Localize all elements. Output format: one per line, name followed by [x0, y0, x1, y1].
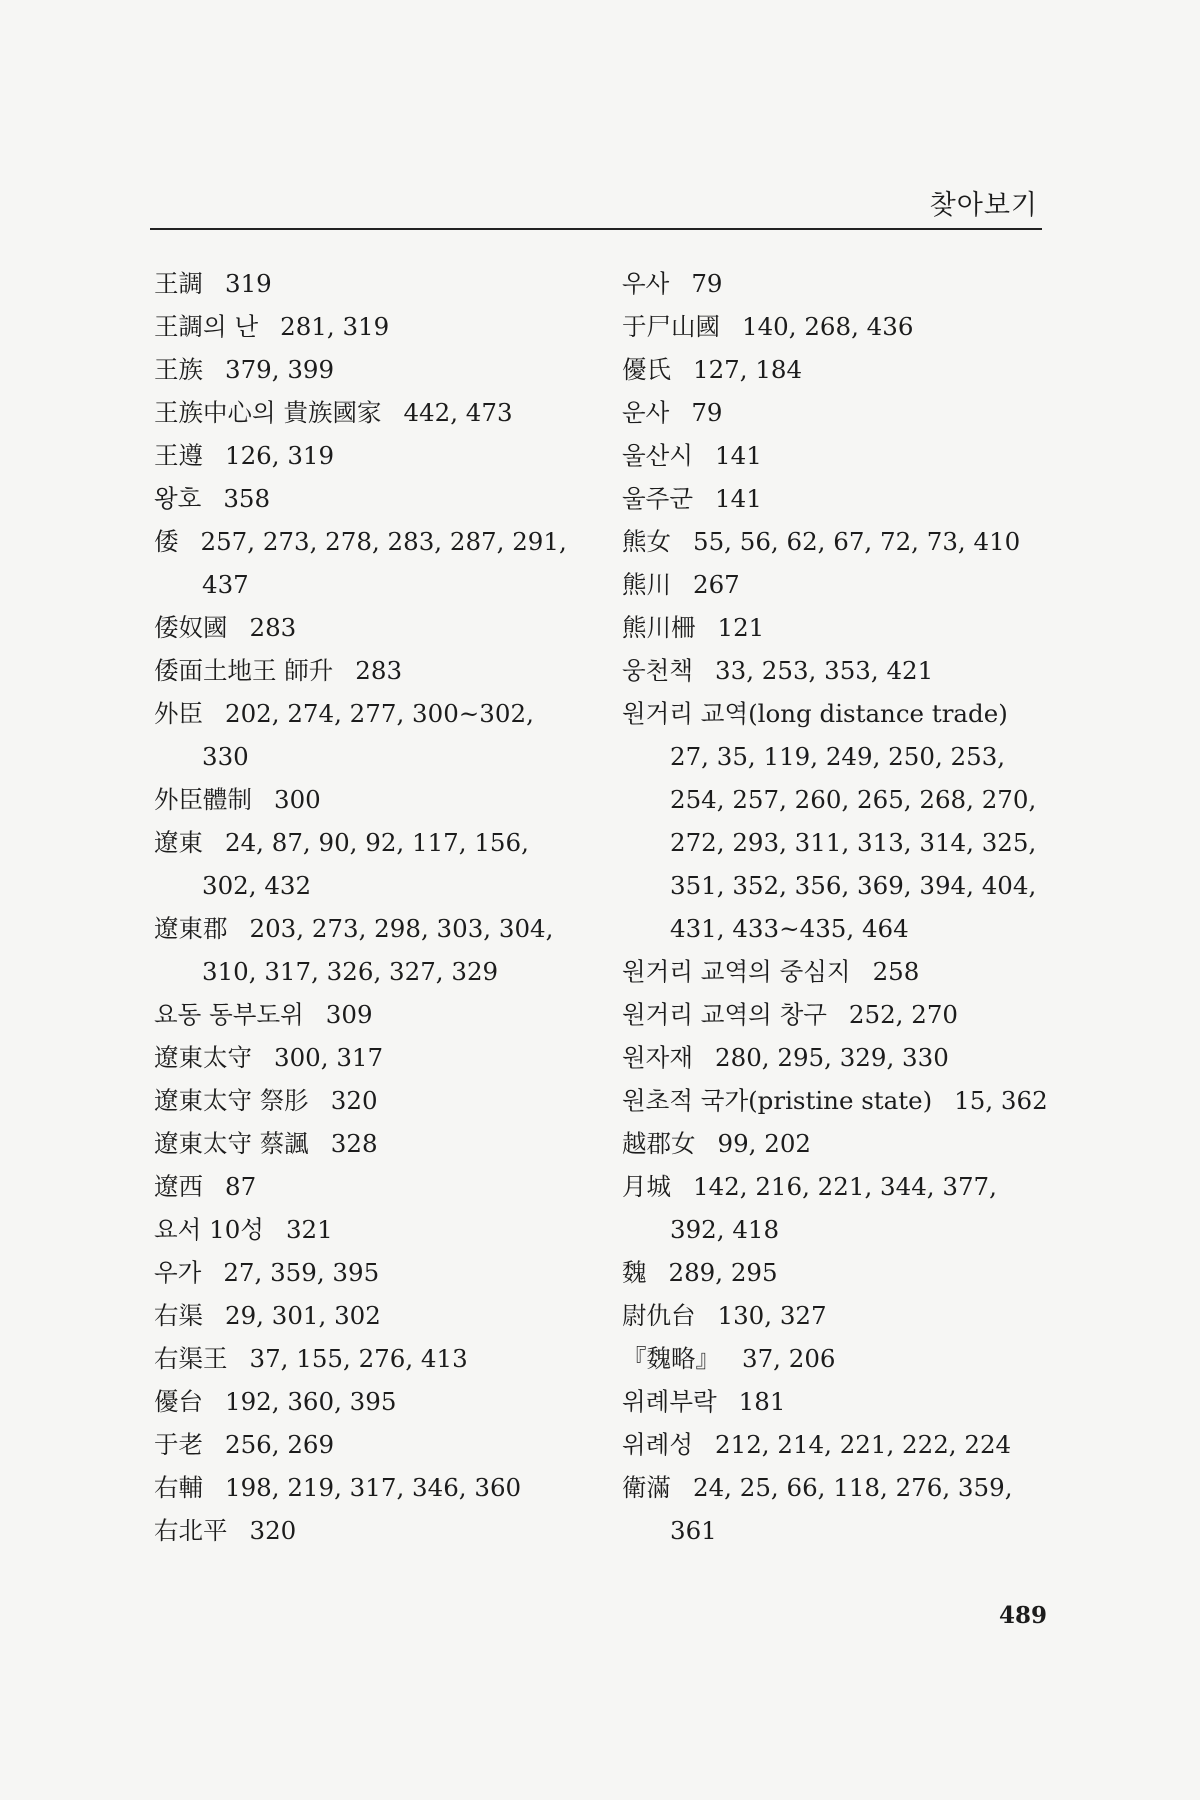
index-term: 요동 동부도위 [154, 1000, 304, 1029]
index-term: 원거리 교역의 중심지 [622, 957, 851, 986]
index-term: 右北平 [154, 1516, 228, 1545]
index-term: 위례부락 [622, 1387, 717, 1416]
index-pages: 27, 359, 395 [223, 1258, 380, 1287]
index-term: 倭 [154, 527, 179, 556]
index-term: 熊川 [622, 570, 671, 599]
index-pages: 33, 253, 353, 421 [715, 656, 934, 685]
index-pages: 142, 216, 221, 344, 377, [693, 1172, 997, 1201]
index-entry [154, 1122, 594, 1165]
index-pages: 254, 257, 260, 265, 268, 270, [670, 785, 1037, 814]
index-entry [154, 993, 594, 1036]
index-entry [622, 993, 1042, 1036]
index-entry [622, 1165, 1042, 1208]
index-term: 왕호 [154, 484, 202, 513]
index-pages: 379, 399 [225, 355, 335, 384]
index-term: 우사 [622, 269, 670, 298]
index-pages: 252, 270 [848, 1000, 959, 1029]
index-entry-continuation [622, 1509, 1042, 1552]
index-term: 熊川柵 [622, 613, 696, 642]
index-pages: 130, 327 [717, 1301, 827, 1330]
index-term: 遼東 [154, 828, 203, 857]
index-entry [622, 520, 1042, 563]
index-entry [622, 1466, 1042, 1509]
index-entry [154, 1036, 594, 1079]
index-term: 右輔 [154, 1473, 203, 1502]
index-entry [154, 1208, 594, 1251]
index-pages: 431, 433~435, 464 [670, 914, 909, 943]
index-term: 倭奴國 [154, 613, 228, 642]
index-pages: 361 [670, 1516, 717, 1545]
index-pages: 309 [325, 1000, 373, 1029]
index-column-left [154, 262, 594, 1552]
index-entry-continuation [154, 563, 594, 606]
index-term: 울주군 [622, 484, 694, 513]
header-rule [150, 228, 1042, 230]
page-number: 489 [998, 1602, 1047, 1629]
index-entry [154, 262, 594, 305]
index-term: 원초적 국가(pristine state) [622, 1086, 933, 1115]
index-entry [154, 1380, 594, 1423]
index-term: 魏 [622, 1258, 647, 1287]
index-pages: 319 [225, 269, 272, 298]
index-entry-continuation [622, 864, 1042, 907]
index-entry [154, 606, 594, 649]
index-pages: 29, 301, 302 [225, 1301, 381, 1330]
index-term: 外臣 [154, 699, 203, 728]
index-pages: 358 [223, 484, 271, 513]
index-term: 遼東太守 [154, 1043, 252, 1072]
index-term: 于尸山國 [622, 312, 720, 341]
index-pages: 280, 295, 329, 330 [715, 1043, 949, 1072]
index-term: 원자재 [622, 1043, 694, 1072]
index-term: 右渠 [154, 1301, 203, 1330]
index-entry [154, 1251, 594, 1294]
index-pages: 351, 352, 356, 369, 394, 404, [670, 871, 1037, 900]
index-entry-continuation [154, 864, 594, 907]
index-term: 月城 [622, 1172, 671, 1201]
index-term: 優台 [154, 1387, 203, 1416]
index-entry [154, 692, 594, 735]
index-entry-continuation [154, 950, 594, 993]
index-pages: 310, 317, 326, 327, 329 [202, 957, 499, 986]
index-term: 遼東郡 [154, 914, 228, 943]
index-term: 원거리 교역(long distance trade) [622, 699, 1008, 728]
index-term: 熊女 [622, 527, 671, 556]
index-entry [154, 778, 594, 821]
index-pages: 272, 293, 311, 313, 314, 325, [670, 828, 1037, 857]
index-pages: 283 [355, 656, 403, 685]
index-pages: 121 [717, 613, 765, 642]
index-term: 우가 [154, 1258, 202, 1287]
index-entry [154, 649, 594, 692]
index-entry-continuation [622, 778, 1042, 821]
index-entry [154, 1165, 594, 1208]
index-pages: 392, 418 [670, 1215, 780, 1244]
index-entry [622, 1122, 1042, 1165]
index-term: 倭面土地王 師升 [154, 656, 334, 685]
index-term: 衛滿 [622, 1473, 671, 1502]
index-pages: 257, 273, 278, 283, 287, 291, [200, 527, 567, 556]
index-pages: 330 [202, 742, 249, 771]
index-pages: 140, 268, 436 [742, 312, 914, 341]
index-term: 웅천책 [622, 656, 694, 685]
running-head: 찾아보기 [929, 190, 1038, 221]
index-pages: 99, 202 [717, 1129, 812, 1158]
index-term: 遼東太守 祭肜 [154, 1086, 309, 1115]
index-term: 운사 [622, 398, 670, 427]
index-term: 王族中心의 貴族國家 [154, 398, 382, 427]
index-pages: 127, 184 [693, 355, 803, 384]
index-entry-continuation [622, 735, 1042, 778]
index-pages: 212, 214, 221, 222, 224 [715, 1430, 1012, 1459]
index-term: 王調의 난 [154, 312, 259, 341]
index-term: 요서 10성 [154, 1215, 264, 1244]
index-entry [154, 348, 594, 391]
index-term: 優氏 [622, 355, 671, 384]
index-entry-continuation [622, 907, 1042, 950]
index-term: 外臣體制 [154, 785, 252, 814]
index-pages: 267 [693, 570, 740, 599]
index-pages: 37, 206 [742, 1344, 836, 1373]
index-pages: 321 [285, 1215, 333, 1244]
index-pages: 300 [274, 785, 321, 814]
index-pages: 192, 360, 395 [225, 1387, 397, 1416]
index-column-right [622, 262, 1048, 1552]
index-term: 于老 [154, 1430, 203, 1459]
index-entry [622, 1380, 1042, 1423]
index-entry [154, 391, 594, 434]
index-pages: 141 [715, 441, 762, 470]
index-entry [154, 1079, 594, 1122]
index-entry [622, 692, 1042, 735]
index-entry [622, 305, 1042, 348]
index-pages: 442, 473 [403, 398, 513, 427]
index-pages: 181 [738, 1387, 786, 1416]
index-term: 『魏略』 [622, 1344, 720, 1373]
index-entry [622, 1079, 1048, 1122]
index-entry [154, 821, 594, 864]
index-entry-continuation [622, 821, 1042, 864]
index-term: 遼東太守 蔡諷 [154, 1129, 309, 1158]
index-entry [622, 477, 1042, 520]
index-pages: 256, 269 [225, 1430, 335, 1459]
index-pages: 37, 155, 276, 413 [249, 1344, 468, 1373]
index-pages: 437 [202, 570, 249, 599]
index-entry [154, 520, 594, 563]
index-entry [154, 1423, 594, 1466]
index-pages: 24, 87, 90, 92, 117, 156, [225, 828, 529, 857]
index-entry [154, 1294, 594, 1337]
index-term: 越郡女 [622, 1129, 696, 1158]
index-pages: 198, 219, 317, 346, 360 [225, 1473, 522, 1502]
index-entry [622, 1036, 1042, 1079]
index-pages: 203, 273, 298, 303, 304, [249, 914, 554, 943]
index-pages: 79 [691, 398, 723, 427]
index-entry [622, 1294, 1042, 1337]
index-pages: 300, 317 [274, 1043, 384, 1072]
index-entry [622, 348, 1042, 391]
index-pages: 141 [715, 484, 762, 513]
index-entry [622, 1423, 1042, 1466]
index-entry [154, 907, 594, 950]
index-term: 尉仇台 [622, 1301, 696, 1330]
index-pages: 328 [330, 1129, 378, 1158]
index-term: 위례성 [622, 1430, 694, 1459]
index-entry [622, 950, 1042, 993]
index-entry [622, 262, 1042, 305]
index-entry [622, 1251, 1042, 1294]
index-entry-continuation [154, 735, 594, 778]
index-pages: 320 [249, 1516, 297, 1545]
index-entry [154, 1337, 594, 1380]
index-pages: 55, 56, 62, 67, 72, 73, 410 [693, 527, 1021, 556]
index-term: 王遵 [154, 441, 203, 470]
index-pages: 24, 25, 66, 118, 276, 359, [693, 1473, 1013, 1502]
index-pages: 283 [249, 613, 297, 642]
index-entry-continuation [622, 1208, 1042, 1251]
index-entry [154, 1509, 594, 1552]
index-term: 원거리 교역의 창구 [622, 1000, 827, 1029]
index-pages: 258 [872, 957, 920, 986]
index-pages: 15, 362 [954, 1086, 1048, 1115]
index-entry [154, 1466, 594, 1509]
index-term: 王調 [154, 269, 203, 298]
index-entry [154, 477, 594, 520]
index-entry [622, 563, 1042, 606]
index-entry [622, 434, 1042, 477]
index-pages: 87 [225, 1172, 257, 1201]
index-term: 王族 [154, 355, 203, 384]
index-entry [154, 434, 594, 477]
index-entry [622, 1337, 1042, 1380]
index-pages: 126, 319 [225, 441, 335, 470]
index-pages: 302, 432 [202, 871, 312, 900]
index-pages: 281, 319 [280, 312, 390, 341]
index-term: 遼西 [154, 1172, 203, 1201]
index-term: 울산시 [622, 441, 694, 470]
index-term: 右渠王 [154, 1344, 228, 1373]
index-entry [622, 391, 1042, 434]
index-entry [622, 606, 1042, 649]
index-pages: 79 [691, 269, 723, 298]
index-pages: 289, 295 [668, 1258, 778, 1287]
index-pages: 320 [330, 1086, 378, 1115]
index-pages: 202, 274, 277, 300~302, [225, 699, 534, 728]
index-pages: 27, 35, 119, 249, 250, 253, [670, 742, 1006, 771]
index-entry [154, 305, 594, 348]
index-entry [622, 649, 1042, 692]
